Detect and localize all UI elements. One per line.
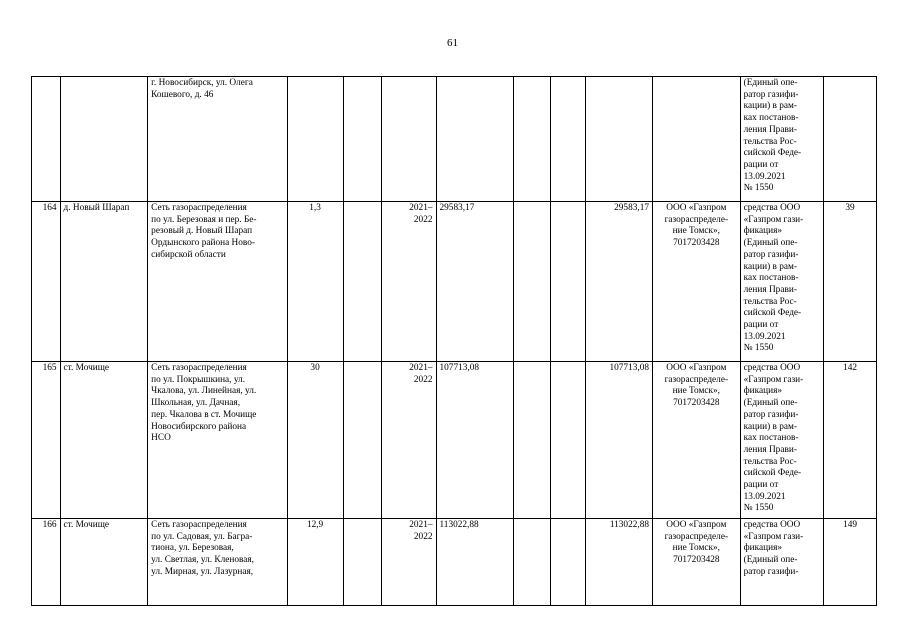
empty-cell <box>513 362 550 519</box>
cost-cell: 107713,08 <box>436 362 513 519</box>
empty-cell <box>343 202 381 362</box>
cost-cell: 113022,88 <box>436 519 513 606</box>
count-cell: 142 <box>824 362 877 519</box>
funding-cell: средства ООО «Газпром гази- фикация» (Единый опе- ратор газифи- кации) в рам- ках постанов- ления Прави- тельства Рос- сийской Феде- рации от 13.09.2021 № 1550 <box>740 202 823 362</box>
cost-cell: 29583,17 <box>436 202 513 362</box>
settlement-cell: ст. Мочище <box>60 362 148 519</box>
count-cell: 39 <box>824 202 877 362</box>
row-number-cell: 164 <box>32 202 61 362</box>
amount-cell: 107713,08 <box>586 362 653 519</box>
amount-cell: 113022,88 <box>586 519 653 606</box>
row-number-cell <box>32 77 61 202</box>
empty-cell <box>513 77 550 202</box>
empty-cell <box>513 202 550 362</box>
period-cell: 2021– 2022 <box>381 202 436 362</box>
funding-cell: средства ООО «Газпром гази- фикация» (Единый опе- ратор газифи- кации) в рам- ках постанов- ления Прави- тельства Рос- сийской Феде- рации от 13.09.2021 № 1550 <box>740 362 823 519</box>
company-cell: ООО «Газпром газораспределе- ние Томск», 7017203428 <box>653 202 741 362</box>
period-cell: 2021– 2022 <box>381 519 436 606</box>
empty-cell <box>550 362 586 519</box>
description-cell: г. Новосибирск, ул. Олега Кошевого, д. 46 <box>148 77 287 202</box>
amount-cell <box>586 77 653 202</box>
count-cell <box>824 77 877 202</box>
funding-cell: (Единый опе- ратор газифи- кации) в рам- ках постанов- ления Прави- тельства Рос- сийской Феде- рации от 13.09.2021 № 1550 <box>740 77 823 202</box>
length-cell: 1,3 <box>287 202 343 362</box>
gas-distribution-table <box>31 76 877 606</box>
table-row <box>32 362 877 519</box>
description-cell: Сеть газораспределения по ул. Садовая, ул. Багра- тиона, ул. Березовая, ул. Светлая, ул. Кленовая, ул. Мирная, ул. Лазурная, <box>148 519 287 606</box>
table-row <box>32 77 877 202</box>
cost-cell <box>436 77 513 202</box>
empty-cell <box>550 77 586 202</box>
empty-cell <box>513 519 550 606</box>
length-cell: 30 <box>287 362 343 519</box>
settlement-cell: ст. Мочище <box>60 519 148 606</box>
length-cell <box>287 77 343 202</box>
table-row <box>32 202 877 362</box>
settlement-cell <box>60 77 148 202</box>
table-row <box>32 519 877 606</box>
empty-cell <box>343 519 381 606</box>
period-cell: 2021– 2022 <box>381 362 436 519</box>
amount-cell: 29583,17 <box>586 202 653 362</box>
period-cell <box>381 77 436 202</box>
empty-cell <box>550 202 586 362</box>
company-cell <box>653 77 741 202</box>
description-cell: Сеть газораспределения по ул. Покрышкина, ул. Чкалова, ул. Линейная, ул. Школьная, ул. Дачная, пер. Чкалова в ст. Мочище Новосибирского района НСО <box>148 362 287 519</box>
row-number-cell: 166 <box>32 519 61 606</box>
description-cell: Сеть газораспределения по ул. Березовая и пер. Бе- резовый д. Новый Шарап Ордынского района Ново- сибирской области <box>148 202 287 362</box>
company-cell: ООО «Газпром газораспределе- ние Томск», 7017203428 <box>653 519 741 606</box>
empty-cell <box>343 362 381 519</box>
length-cell: 12,9 <box>287 519 343 606</box>
settlement-cell: д. Новый Шарап <box>60 202 148 362</box>
empty-cell <box>343 77 381 202</box>
count-cell: 149 <box>824 519 877 606</box>
company-cell: ООО «Газпром газораспределе- ние Томск», 7017203428 <box>653 362 741 519</box>
page-number: 61 <box>447 37 458 49</box>
empty-cell <box>550 519 586 606</box>
funding-cell: средства ООО «Газпром гази- фикация» (Единый опе- ратор газифи- <box>740 519 823 606</box>
row-number-cell: 165 <box>32 362 61 519</box>
